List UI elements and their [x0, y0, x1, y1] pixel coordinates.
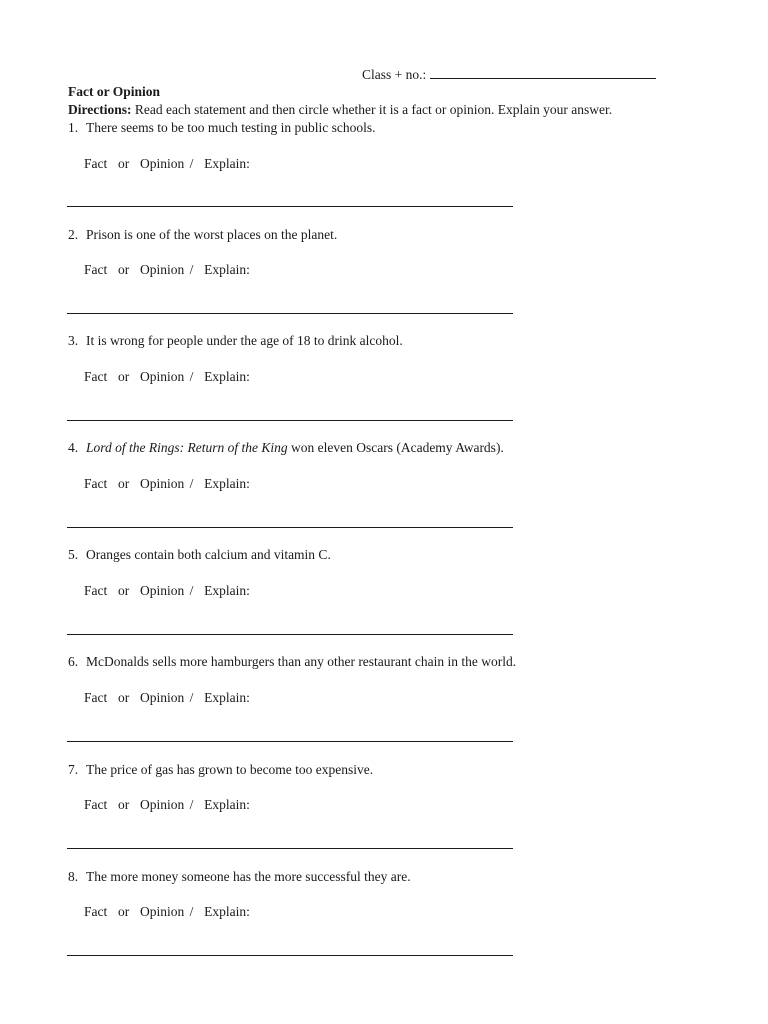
- question-number: 1.: [68, 120, 79, 135]
- fact-opinion-choices[interactable]: Fact or Opinion / Explain:: [84, 690, 250, 705]
- answer-line[interactable]: [67, 313, 513, 314]
- question-text: It is wrong for people under the age of 18 to drink alcohol.: [86, 333, 403, 348]
- answer-line[interactable]: [67, 420, 513, 421]
- directions: [68, 102, 612, 118]
- question-1: [68, 120, 375, 136]
- answer-line[interactable]: [67, 955, 513, 956]
- fact-opinion-choices[interactable]: Fact or Opinion / Explain:: [84, 262, 250, 277]
- question-number: 5.: [68, 547, 79, 562]
- directions-label: Directions:: [68, 102, 132, 117]
- class-number-field: [362, 66, 656, 83]
- question-number: 3.: [68, 333, 79, 348]
- question-number: 7.: [68, 762, 79, 777]
- worksheet-title: Fact or Opinion: [68, 84, 161, 99]
- question-number: 8.: [68, 869, 79, 884]
- answer-line[interactable]: [67, 206, 513, 207]
- question-6: [68, 654, 516, 670]
- question-number: 6.: [68, 654, 79, 669]
- class-number-label: Class + no.:: [362, 67, 427, 82]
- fact-opinion-choices[interactable]: Fact or Opinion / Explain:: [84, 904, 250, 919]
- question-number: 2.: [68, 227, 79, 242]
- answer-line[interactable]: [67, 527, 513, 528]
- question-text: Prison is one of the worst places on the planet.: [86, 227, 338, 242]
- answer-line[interactable]: [67, 634, 513, 635]
- answer-line[interactable]: [67, 848, 513, 849]
- question-number: 4.: [68, 440, 79, 455]
- question-3: [68, 333, 403, 349]
- directions-text: Read each statement and then circle whether it is a fact or opinion. Explain your answer.: [131, 102, 613, 117]
- question-text: There seems to be too much testing in public schools.: [86, 120, 376, 135]
- question-4: [68, 440, 504, 456]
- fact-opinion-choices[interactable]: Fact or Opinion / Explain:: [84, 476, 250, 491]
- question-text-end: won eleven Oscars (Academy Awards).: [287, 440, 504, 455]
- class-number-blank[interactable]: [430, 66, 656, 79]
- fact-opinion-choices[interactable]: Fact or Opinion / Explain:: [84, 156, 250, 171]
- question-5: [68, 547, 331, 563]
- question-text: Oranges contain both calcium and vitamin C.: [86, 547, 331, 562]
- question-7: [68, 762, 373, 778]
- question-2: [68, 227, 337, 243]
- fact-opinion-choices[interactable]: Fact or Opinion / Explain:: [84, 583, 250, 598]
- question-italic-text: Lord of the Rings: Return of the King: [86, 440, 288, 455]
- fact-opinion-choices[interactable]: Fact or Opinion / Explain:: [84, 797, 250, 812]
- question-text: The price of gas has grown to become too expensive.: [86, 762, 374, 777]
- question-text: McDonalds sells more hamburgers than any other restaurant chain in the world.: [86, 654, 517, 669]
- question-8: [68, 869, 411, 885]
- question-text: The more money someone has the more successful they are.: [86, 869, 411, 884]
- answer-line[interactable]: [67, 741, 513, 742]
- fact-opinion-choices[interactable]: Fact or Opinion / Explain:: [84, 369, 250, 384]
